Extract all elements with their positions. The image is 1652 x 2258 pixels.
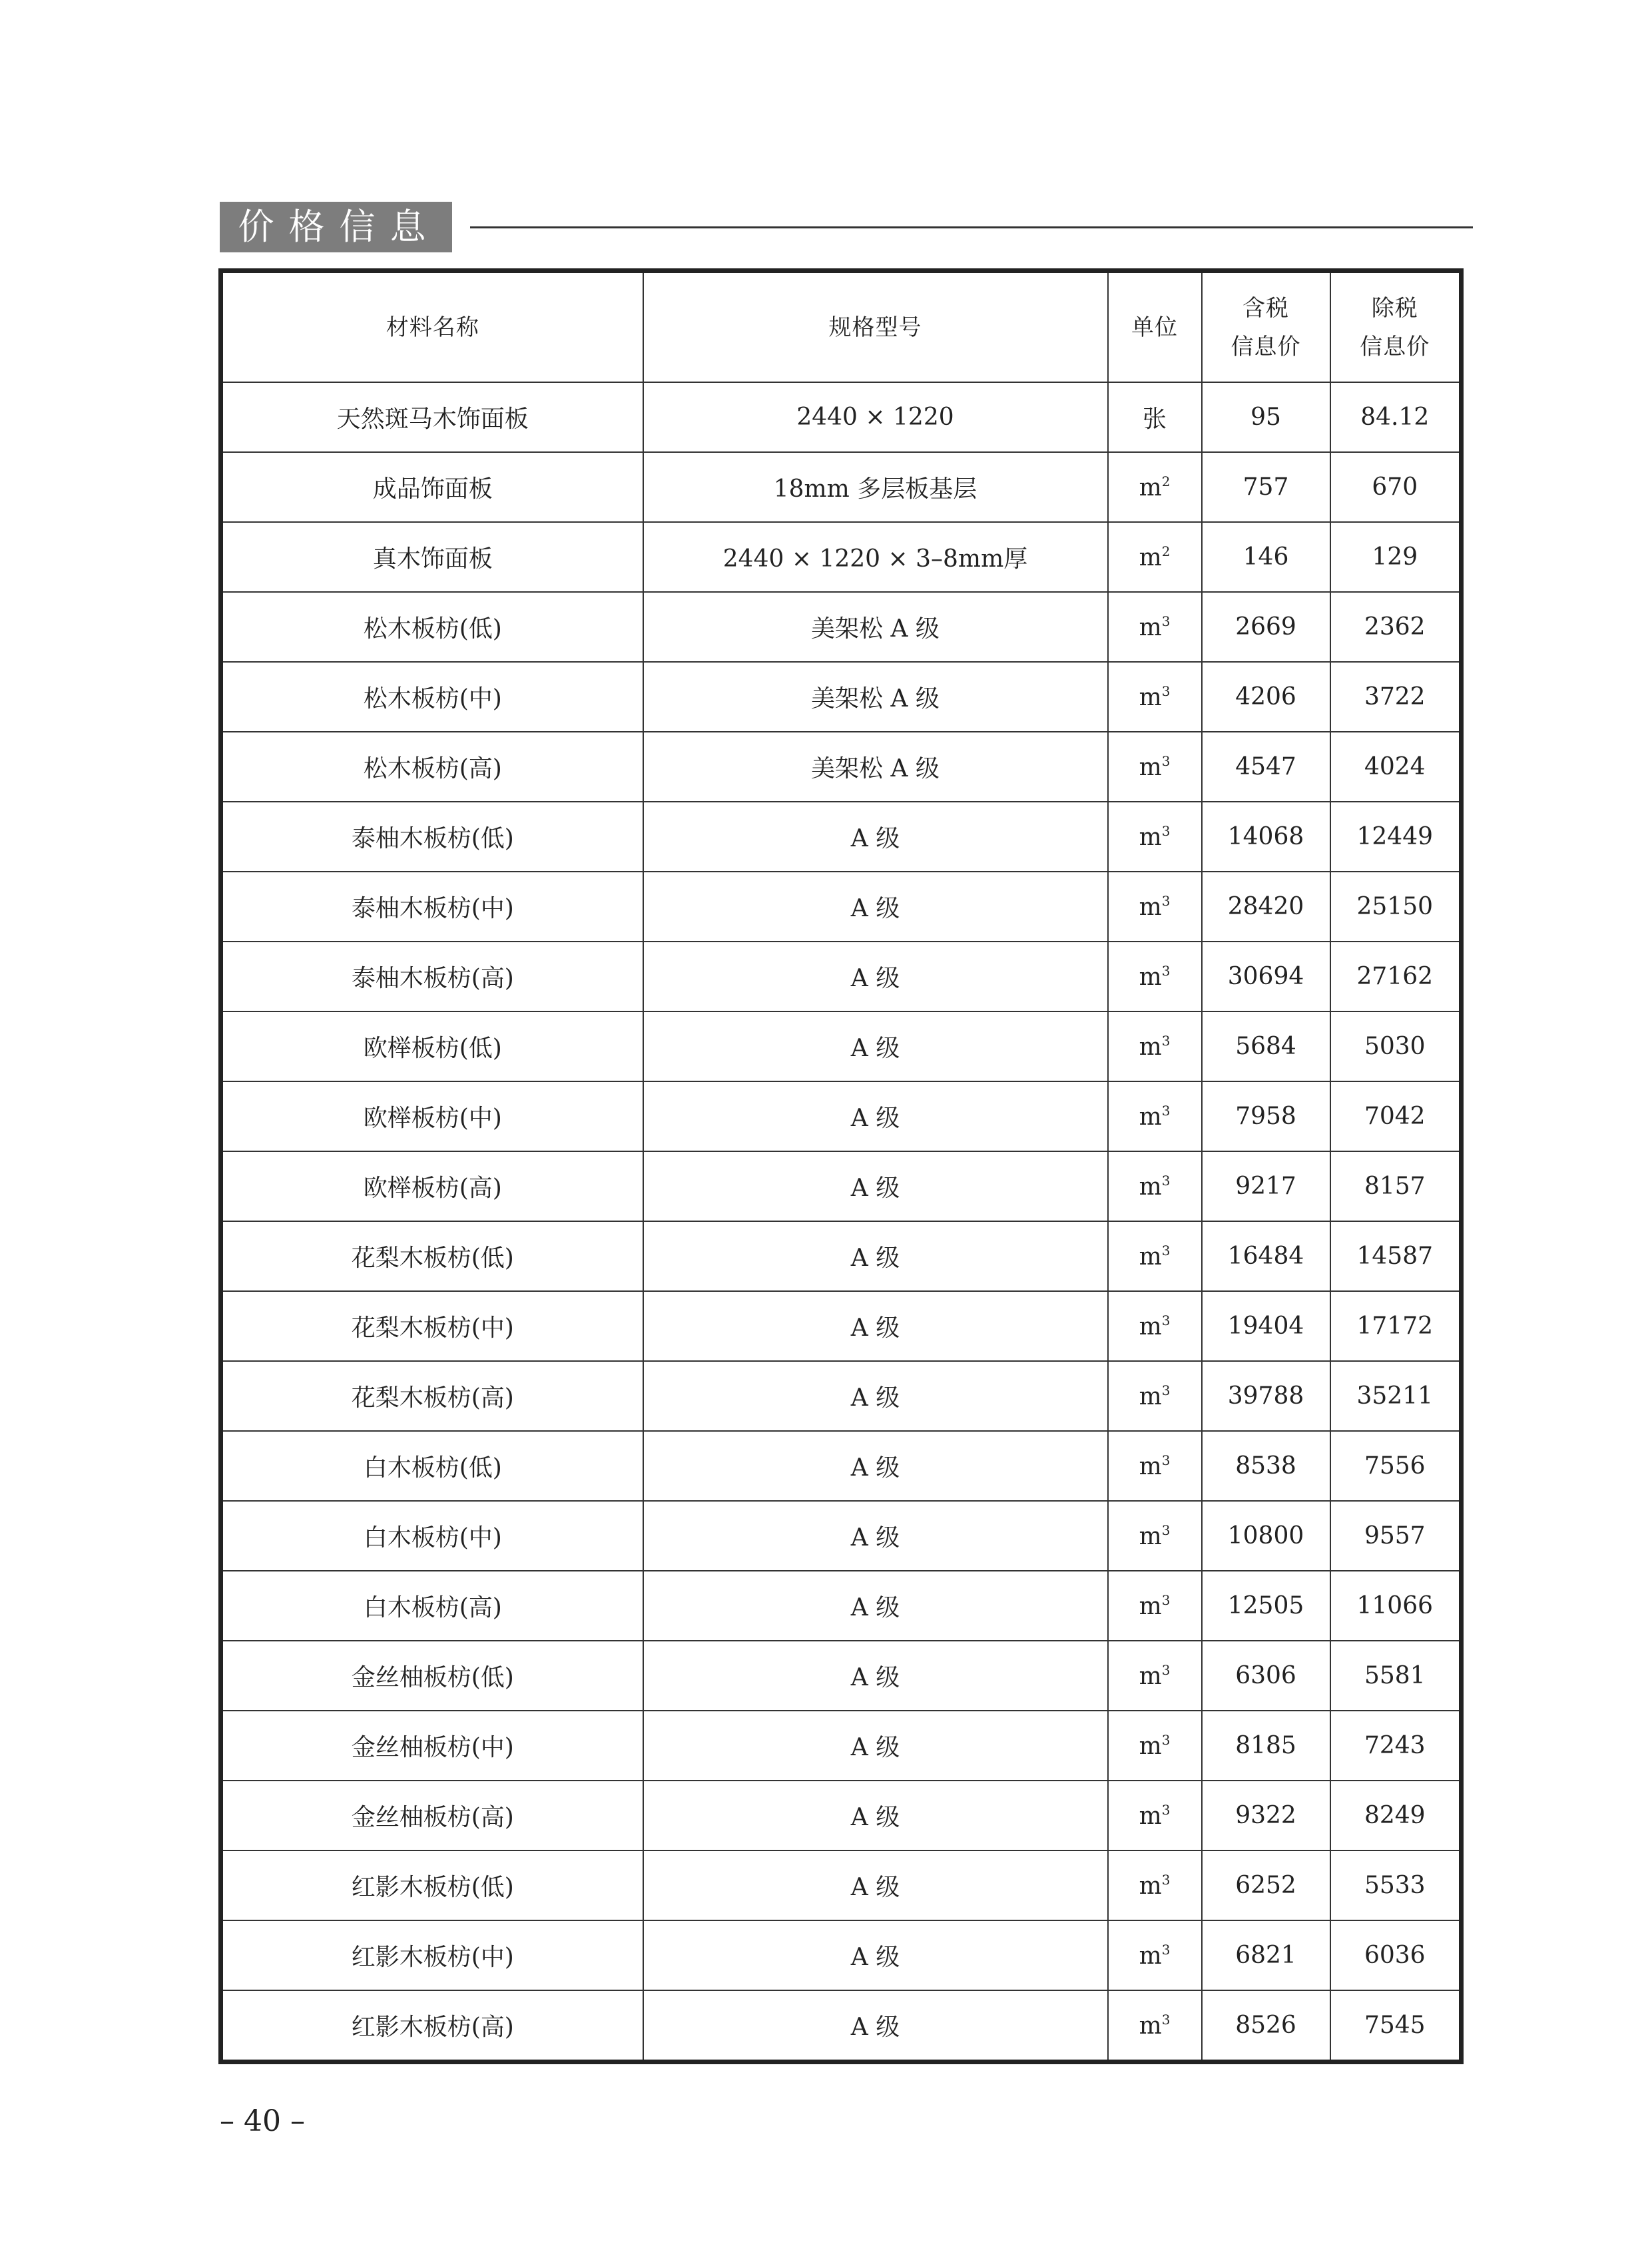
unit-exponent: 2 xyxy=(1161,473,1171,489)
table-row xyxy=(221,1990,1462,2062)
unit-exponent: 3 xyxy=(1161,752,1171,769)
unit-base: m xyxy=(1139,1103,1162,1131)
page-number: – 40 – xyxy=(220,2104,305,2138)
table-row xyxy=(221,662,1462,732)
table-row xyxy=(221,452,1462,522)
table-row xyxy=(221,1221,1462,1291)
tax-exclusive-price-cell: 11066 xyxy=(1330,1571,1462,1641)
material-name-cell: 白木板枋(低) xyxy=(221,1431,643,1501)
unit-cell xyxy=(1108,1081,1202,1151)
tax-exclusive-price-cell: 670 xyxy=(1330,452,1462,522)
table-row xyxy=(221,382,1462,452)
table-row xyxy=(221,802,1462,872)
spec-cell: A 级 xyxy=(643,1501,1108,1571)
material-name-cell: 欧榉板枋(低) xyxy=(221,1011,643,1081)
unit-cell xyxy=(1108,522,1202,592)
table-row xyxy=(221,1781,1462,1850)
tax-inclusive-price-cell: 6821 xyxy=(1202,1920,1330,1990)
unit-exponent: 3 xyxy=(1161,1102,1171,1119)
tax-inclusive-price-cell: 8538 xyxy=(1202,1431,1330,1501)
header-tax-inclusive-price xyxy=(1202,271,1330,383)
unit-exponent: 3 xyxy=(1161,892,1171,909)
tax-exclusive-price-cell: 12449 xyxy=(1330,802,1462,872)
table-row xyxy=(221,1291,1462,1361)
section-title: 价格信息 xyxy=(220,202,452,252)
header-material-name: 材料名称 xyxy=(221,271,643,383)
unit-base: m xyxy=(1139,1173,1162,1201)
tax-inclusive-price-cell: 6306 xyxy=(1202,1641,1330,1711)
tax-exclusive-price-cell: 5581 xyxy=(1330,1641,1462,1711)
unit-base: m xyxy=(1139,893,1162,921)
unit-cell xyxy=(1108,942,1202,1011)
header-tax-inclusive-line1: 含税 xyxy=(1242,294,1289,322)
unit-base: m xyxy=(1139,1243,1162,1270)
unit-exponent: 3 xyxy=(1161,1312,1171,1328)
price-table xyxy=(218,268,1464,2064)
spec-cell: 18mm 多层板基层 xyxy=(643,452,1108,522)
tax-inclusive-price-cell: 4206 xyxy=(1202,662,1330,732)
table-row xyxy=(221,592,1462,662)
unit-base: m xyxy=(1139,613,1162,641)
tax-exclusive-price-cell: 8249 xyxy=(1330,1781,1462,1850)
table-row xyxy=(221,1151,1462,1221)
table-row xyxy=(221,1920,1462,1990)
unit-cell xyxy=(1108,1920,1202,1990)
unit-cell xyxy=(1108,1151,1202,1221)
spec-cell: A 级 xyxy=(643,802,1108,872)
unit-base: m xyxy=(1139,753,1162,781)
unit-cell xyxy=(1108,592,1202,662)
table-row xyxy=(221,1081,1462,1151)
tax-exclusive-price-cell: 3722 xyxy=(1330,662,1462,732)
spec-cell: A 级 xyxy=(643,1990,1108,2062)
unit-cell xyxy=(1108,1361,1202,1431)
tax-inclusive-price-cell: 9217 xyxy=(1202,1151,1330,1221)
unit-exponent: 3 xyxy=(1161,1941,1171,1958)
material-name-cell: 真木饰面板 xyxy=(221,522,643,592)
material-name-cell: 金丝柚板枋(中) xyxy=(221,1711,643,1781)
tax-exclusive-price-cell: 129 xyxy=(1330,522,1462,592)
material-name-cell: 白木板枋(高) xyxy=(221,1571,643,1641)
spec-cell: A 级 xyxy=(643,1081,1108,1151)
spec-cell: A 级 xyxy=(643,1571,1108,1641)
spec-cell: A 级 xyxy=(643,942,1108,1011)
header-spec: 规格型号 xyxy=(643,271,1108,383)
table-row xyxy=(221,1011,1462,1081)
spec-cell: A 级 xyxy=(643,1361,1108,1431)
table-body xyxy=(221,382,1462,2062)
table-row xyxy=(221,942,1462,1011)
header-tax-exclusive-price xyxy=(1330,271,1462,383)
tax-exclusive-price-cell: 17172 xyxy=(1330,1291,1462,1361)
tax-exclusive-price-cell: 5030 xyxy=(1330,1011,1462,1081)
spec-cell: A 级 xyxy=(643,1781,1108,1850)
unit-base: m xyxy=(1139,1732,1162,1760)
spec-cell: A 级 xyxy=(643,1431,1108,1501)
tax-exclusive-price-cell: 2362 xyxy=(1330,592,1462,662)
unit-base: m xyxy=(1139,1522,1162,1550)
unit-base: m xyxy=(1139,823,1162,851)
section-header xyxy=(220,202,1473,252)
material-name-cell: 欧榉板枋(中) xyxy=(221,1081,643,1151)
unit-exponent: 3 xyxy=(1161,1242,1171,1259)
header-tax-exclusive-line1: 除税 xyxy=(1371,294,1418,322)
unit-exponent: 3 xyxy=(1161,1172,1171,1189)
material-name-cell: 红影木板枋(中) xyxy=(221,1920,643,1990)
unit-cell xyxy=(1108,1850,1202,1920)
material-name-cell: 天然斑马木饰面板 xyxy=(221,382,643,452)
spec-cell: 2440 × 1220 xyxy=(643,382,1108,452)
section-divider xyxy=(470,226,1473,228)
header-row xyxy=(221,271,1462,383)
material-name-cell: 松木板枋(中) xyxy=(221,662,643,732)
spec-cell: A 级 xyxy=(643,872,1108,942)
unit-cell xyxy=(1108,1011,1202,1081)
unit-base: m xyxy=(1139,543,1162,571)
material-name-cell: 泰柚木板枋(中) xyxy=(221,872,643,942)
tax-inclusive-price-cell: 39788 xyxy=(1202,1361,1330,1431)
unit-exponent: 3 xyxy=(1161,2011,1171,2028)
tax-exclusive-price-cell: 9557 xyxy=(1330,1501,1462,1571)
tax-exclusive-price-cell: 35211 xyxy=(1330,1361,1462,1431)
tax-inclusive-price-cell: 14068 xyxy=(1202,802,1330,872)
unit-exponent: 3 xyxy=(1161,1661,1171,1678)
table-row xyxy=(221,872,1462,942)
table-row xyxy=(221,1361,1462,1431)
table-row xyxy=(221,1711,1462,1781)
tax-inclusive-price-cell: 146 xyxy=(1202,522,1330,592)
spec-cell: A 级 xyxy=(643,1711,1108,1781)
unit-exponent: 3 xyxy=(1161,1591,1171,1608)
tax-exclusive-price-cell: 6036 xyxy=(1330,1920,1462,1990)
material-name-cell: 松木板枋(高) xyxy=(221,732,643,802)
spec-cell: A 级 xyxy=(643,1291,1108,1361)
table-row xyxy=(221,1571,1462,1641)
unit-exponent: 3 xyxy=(1161,1871,1171,1888)
unit-base: m xyxy=(1139,1312,1162,1340)
tax-exclusive-price-cell: 4024 xyxy=(1330,732,1462,802)
table-row xyxy=(221,732,1462,802)
unit-cell xyxy=(1108,382,1202,452)
unit-cell xyxy=(1108,802,1202,872)
tax-exclusive-price-cell: 8157 xyxy=(1330,1151,1462,1221)
unit-base: m xyxy=(1139,1452,1162,1480)
tax-inclusive-price-cell: 30694 xyxy=(1202,942,1330,1011)
tax-inclusive-price-cell: 6252 xyxy=(1202,1850,1330,1920)
tax-exclusive-price-cell: 84.12 xyxy=(1330,382,1462,452)
unit-base: m xyxy=(1139,1662,1162,1690)
tax-exclusive-price-cell: 7556 xyxy=(1330,1431,1462,1501)
material-name-cell: 金丝柚板枋(高) xyxy=(221,1781,643,1850)
spec-cell: A 级 xyxy=(643,1641,1108,1711)
unit-exponent: 3 xyxy=(1161,962,1171,979)
tax-inclusive-price-cell: 4547 xyxy=(1202,732,1330,802)
material-name-cell: 泰柚木板枋(高) xyxy=(221,942,643,1011)
unit-cell xyxy=(1108,1990,1202,2062)
tax-inclusive-price-cell: 12505 xyxy=(1202,1571,1330,1641)
tax-inclusive-price-cell: 8526 xyxy=(1202,1990,1330,2062)
tax-inclusive-price-cell: 7958 xyxy=(1202,1081,1330,1151)
tax-exclusive-price-cell: 14587 xyxy=(1330,1221,1462,1291)
tax-inclusive-price-cell: 10800 xyxy=(1202,1501,1330,1571)
unit-base: m xyxy=(1139,963,1162,991)
table-row xyxy=(221,1501,1462,1571)
material-name-cell: 泰柚木板枋(低) xyxy=(221,802,643,872)
material-name-cell: 花梨木板枋(中) xyxy=(221,1291,643,1361)
unit-base: m xyxy=(1139,1592,1162,1620)
unit-exponent: 3 xyxy=(1161,1382,1171,1398)
spec-cell: A 级 xyxy=(643,1011,1108,1081)
spec-cell: A 级 xyxy=(643,1850,1108,1920)
unit-cell xyxy=(1108,1641,1202,1711)
spec-cell: A 级 xyxy=(643,1221,1108,1291)
unit-exponent: 3 xyxy=(1161,1801,1171,1818)
material-name-cell: 花梨木板枋(高) xyxy=(221,1361,643,1431)
material-name-cell: 成品饰面板 xyxy=(221,452,643,522)
header-tax-inclusive-line2: 信息价 xyxy=(1231,333,1301,360)
unit-exponent: 3 xyxy=(1161,683,1171,699)
material-name-cell: 白木板枋(中) xyxy=(221,1501,643,1571)
tax-exclusive-price-cell: 7545 xyxy=(1330,1990,1462,2062)
header-tax-exclusive-line2: 信息价 xyxy=(1360,333,1430,360)
unit-base: m xyxy=(1139,1872,1162,1900)
material-name-cell: 红影木板枋(低) xyxy=(221,1850,643,1920)
material-name-cell: 欧榉板枋(高) xyxy=(221,1151,643,1221)
tax-exclusive-price-cell: 27162 xyxy=(1330,942,1462,1011)
header-unit: 单位 xyxy=(1108,271,1202,383)
unit-exponent: 2 xyxy=(1161,543,1171,559)
unit-base: m xyxy=(1139,473,1162,501)
table-row xyxy=(221,1641,1462,1711)
unit-base: m xyxy=(1139,1802,1162,1830)
tax-inclusive-price-cell: 95 xyxy=(1202,382,1330,452)
spec-cell: A 级 xyxy=(643,1151,1108,1221)
unit-cell xyxy=(1108,1501,1202,1571)
unit-exponent: 3 xyxy=(1161,1731,1171,1748)
material-name-cell: 松木板枋(低) xyxy=(221,592,643,662)
unit-cell xyxy=(1108,1711,1202,1781)
table-row xyxy=(221,1431,1462,1501)
tax-inclusive-price-cell: 757 xyxy=(1202,452,1330,522)
table-row xyxy=(221,522,1462,592)
unit-base: 张 xyxy=(1142,406,1167,433)
tax-inclusive-price-cell: 28420 xyxy=(1202,872,1330,942)
unit-exponent: 3 xyxy=(1161,1522,1171,1538)
material-name-cell: 花梨木板枋(低) xyxy=(221,1221,643,1291)
unit-exponent: 3 xyxy=(1161,1032,1171,1049)
tax-inclusive-price-cell: 2669 xyxy=(1202,592,1330,662)
unit-base: m xyxy=(1139,1033,1162,1061)
tax-inclusive-price-cell: 16484 xyxy=(1202,1221,1330,1291)
unit-cell xyxy=(1108,1781,1202,1850)
unit-base: m xyxy=(1139,1942,1162,1970)
unit-exponent: 3 xyxy=(1161,1452,1171,1468)
tax-inclusive-price-cell: 19404 xyxy=(1202,1291,1330,1361)
unit-exponent: 3 xyxy=(1161,822,1171,839)
unit-cell xyxy=(1108,662,1202,732)
tax-inclusive-price-cell: 8185 xyxy=(1202,1711,1330,1781)
material-name-cell: 金丝柚板枋(低) xyxy=(221,1641,643,1711)
tax-inclusive-price-cell: 9322 xyxy=(1202,1781,1330,1850)
spec-cell: 美架松 A 级 xyxy=(643,732,1108,802)
tax-exclusive-price-cell: 25150 xyxy=(1330,872,1462,942)
spec-cell: A 级 xyxy=(643,1920,1108,1990)
tax-exclusive-price-cell: 7243 xyxy=(1330,1711,1462,1781)
unit-cell xyxy=(1108,1221,1202,1291)
spec-cell: 美架松 A 级 xyxy=(643,662,1108,732)
spec-cell: 美架松 A 级 xyxy=(643,592,1108,662)
table-row xyxy=(221,1850,1462,1920)
unit-cell xyxy=(1108,1431,1202,1501)
unit-exponent: 3 xyxy=(1161,613,1171,629)
unit-cell xyxy=(1108,1571,1202,1641)
table-header xyxy=(221,271,1462,383)
tax-exclusive-price-cell: 5533 xyxy=(1330,1850,1462,1920)
unit-cell xyxy=(1108,872,1202,942)
tax-exclusive-price-cell: 7042 xyxy=(1330,1081,1462,1151)
tax-inclusive-price-cell: 5684 xyxy=(1202,1011,1330,1081)
unit-base: m xyxy=(1139,683,1162,711)
material-name-cell: 红影木板枋(高) xyxy=(221,1990,643,2062)
unit-base: m xyxy=(1139,1382,1162,1410)
spec-cell: 2440 × 1220 × 3–8mm厚 xyxy=(643,522,1108,592)
unit-cell xyxy=(1108,1291,1202,1361)
unit-cell xyxy=(1108,452,1202,522)
unit-cell xyxy=(1108,732,1202,802)
unit-base: m xyxy=(1139,2012,1162,2040)
